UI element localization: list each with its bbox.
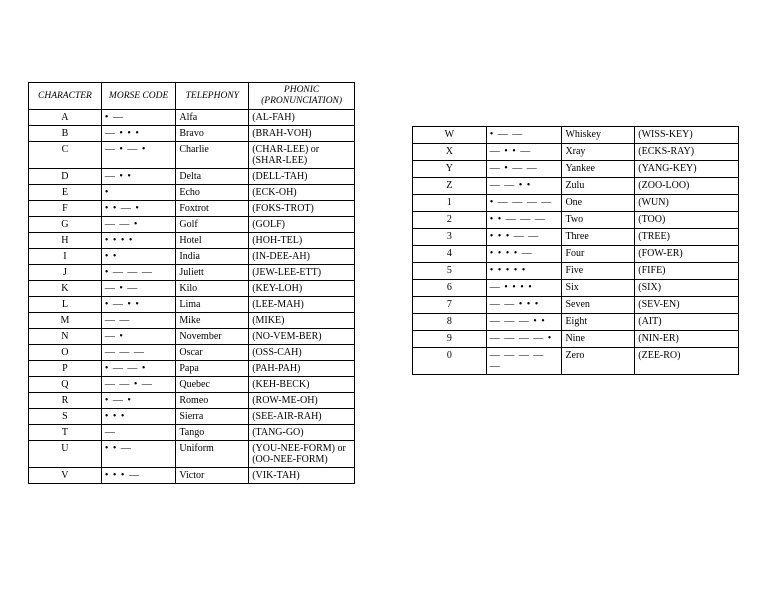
character-cell: G [29, 217, 102, 233]
telephony-cell: Mike [176, 313, 249, 329]
character-cell: I [29, 249, 102, 265]
telephony-cell: One [562, 195, 635, 212]
phonic-cell: (WUN) [635, 195, 739, 212]
morse-code-cell: • — — [486, 127, 562, 144]
morse-code-cell: — • — — [486, 161, 562, 178]
telephony-cell: Sierra [176, 409, 249, 425]
table-row [413, 127, 739, 144]
character-cell: P [29, 361, 102, 377]
telephony-cell: Oscar [176, 345, 249, 361]
telephony-cell: Victor [176, 468, 249, 484]
morse-code-cell: • — [101, 110, 176, 126]
telephony-cell: Romeo [176, 393, 249, 409]
character-cell: X [413, 144, 487, 161]
morse-code-cell: • — • [101, 393, 176, 409]
character-cell: U [29, 441, 102, 468]
table-row [413, 246, 739, 263]
character-cell: 7 [413, 297, 487, 314]
phonetic-table-right [412, 126, 739, 375]
telephony-cell: Tango [176, 425, 249, 441]
header-phonic: PHONIC (PRONUNCIATION) [249, 83, 355, 110]
phonic-cell: (ROW-ME-OH) [249, 393, 355, 409]
telephony-cell: Delta [176, 169, 249, 185]
table-row [413, 331, 739, 348]
phonic-cell: (ECKS-RAY) [635, 144, 739, 161]
table-row [413, 212, 739, 229]
morse-code-cell: • — — • [101, 361, 176, 377]
morse-code-cell: • • • — — [486, 229, 562, 246]
table-row [29, 409, 355, 425]
morse-code-cell: — • — [101, 281, 176, 297]
header-character: CHARACTER [29, 83, 102, 110]
phonic-cell: (LEE-MAH) [249, 297, 355, 313]
table-row [29, 345, 355, 361]
telephony-cell: India [176, 249, 249, 265]
right-table-body [413, 127, 739, 375]
telephony-cell: Bravo [176, 126, 249, 142]
morse-code-cell: — [101, 425, 176, 441]
phonic-cell: (TOO) [635, 212, 739, 229]
phonic-cell: (YOU-NEE-FORM) or (OO-NEE-FORM) [249, 441, 355, 468]
character-cell: H [29, 233, 102, 249]
morse-code-cell: • — — — [101, 265, 176, 281]
table-row [413, 161, 739, 178]
telephony-cell: Uniform [176, 441, 249, 468]
table-row [29, 441, 355, 468]
table-row [29, 377, 355, 393]
telephony-cell: Papa [176, 361, 249, 377]
telephony-cell: Juliett [176, 265, 249, 281]
table-row [29, 425, 355, 441]
telephony-cell: Whiskey [562, 127, 635, 144]
phonic-cell: (DELL-TAH) [249, 169, 355, 185]
table-row [413, 229, 739, 246]
morse-code-cell: • • • • • [486, 263, 562, 280]
table-row [29, 393, 355, 409]
telephony-cell: November [176, 329, 249, 345]
character-cell: F [29, 201, 102, 217]
phonic-cell: (BRAH-VOH) [249, 126, 355, 142]
table-row [413, 195, 739, 212]
morse-code-cell: • • • • — [486, 246, 562, 263]
morse-code-cell: — • — • [101, 142, 176, 169]
table-row [29, 361, 355, 377]
phonic-cell: (YANG-KEY) [635, 161, 739, 178]
character-cell: L [29, 297, 102, 313]
character-cell: 0 [413, 348, 487, 375]
character-cell: 5 [413, 263, 487, 280]
telephony-cell: Lima [176, 297, 249, 313]
character-cell: D [29, 169, 102, 185]
character-cell: 2 [413, 212, 487, 229]
phonic-cell: (HOH-TEL) [249, 233, 355, 249]
telephony-cell: Six [562, 280, 635, 297]
character-cell: 1 [413, 195, 487, 212]
phonic-cell: (JEW-LEE-ETT) [249, 265, 355, 281]
phonic-cell: (FIFE) [635, 263, 739, 280]
character-cell: R [29, 393, 102, 409]
morse-code-cell: • — • • [101, 297, 176, 313]
morse-code-cell: — — — — — [486, 348, 562, 375]
table-row [29, 468, 355, 484]
table-row [413, 144, 739, 161]
phonic-cell: (KEY-LOH) [249, 281, 355, 297]
table-row [413, 348, 739, 375]
character-cell: T [29, 425, 102, 441]
morse-code-cell: — — — • • [486, 314, 562, 331]
character-cell: Z [413, 178, 487, 195]
phonic-cell: (IN-DEE-AH) [249, 249, 355, 265]
character-cell: 8 [413, 314, 487, 331]
phonic-cell: (ZEE-RO) [635, 348, 739, 375]
phonic-cell: (KEH-BECK) [249, 377, 355, 393]
phonic-cell: (TANG-GO) [249, 425, 355, 441]
morse-code-cell: • • — [101, 441, 176, 468]
character-cell: Q [29, 377, 102, 393]
morse-code-cell: — • • [101, 169, 176, 185]
morse-code-cell: • • — • [101, 201, 176, 217]
telephony-cell: Eight [562, 314, 635, 331]
morse-code-cell: • • — — — [486, 212, 562, 229]
morse-code-cell: — — • — [101, 377, 176, 393]
phonic-cell: (AL-FAH) [249, 110, 355, 126]
phonic-cell: (TREE) [635, 229, 739, 246]
telephony-cell: Three [562, 229, 635, 246]
character-cell: Y [413, 161, 487, 178]
phonic-cell: (SEV-EN) [635, 297, 739, 314]
header-morse-code: MORSE CODE [101, 83, 176, 110]
morse-code-cell: — — • • • [486, 297, 562, 314]
telephony-cell: Zero [562, 348, 635, 375]
character-cell: 4 [413, 246, 487, 263]
telephony-cell: Golf [176, 217, 249, 233]
morse-code-cell: — — • [101, 217, 176, 233]
phonic-cell: (ECK-OH) [249, 185, 355, 201]
telephony-cell: Seven [562, 297, 635, 314]
morse-code-cell: — — [101, 313, 176, 329]
phonic-cell: (WISS-KEY) [635, 127, 739, 144]
morse-code-cell: • • [101, 249, 176, 265]
telephony-cell: Zulu [562, 178, 635, 195]
morse-code-cell: — — — — • [486, 331, 562, 348]
header-telephony: TELEPHONY [176, 83, 249, 110]
telephony-cell: Foxtrot [176, 201, 249, 217]
telephony-cell: Hotel [176, 233, 249, 249]
telephony-cell: Charlie [176, 142, 249, 169]
phonic-cell: (PAH-PAH) [249, 361, 355, 377]
phonic-cell: (CHAR-LEE) or (SHAR-LEE) [249, 142, 355, 169]
character-cell: 9 [413, 331, 487, 348]
table-row [413, 314, 739, 331]
character-cell: M [29, 313, 102, 329]
morse-code-cell: • • • • [101, 233, 176, 249]
phonic-cell: (SEE-AIR-RAH) [249, 409, 355, 425]
telephony-cell: Kilo [176, 281, 249, 297]
morse-code-cell: — • • — [486, 144, 562, 161]
morse-code-cell: • • • [101, 409, 176, 425]
character-cell: C [29, 142, 102, 169]
telephony-cell: Yankee [562, 161, 635, 178]
phonic-cell: (FOW-ER) [635, 246, 739, 263]
phonic-cell: (AIT) [635, 314, 739, 331]
phonic-cell: (OSS-CAH) [249, 345, 355, 361]
table-row [413, 178, 739, 195]
table-row [29, 329, 355, 345]
telephony-cell: Two [562, 212, 635, 229]
telephony-cell: Five [562, 263, 635, 280]
phonic-cell: (FOKS-TROT) [249, 201, 355, 217]
morse-code-cell: — — — [101, 345, 176, 361]
character-cell: E [29, 185, 102, 201]
phonic-cell: (NO-VEM-BER) [249, 329, 355, 345]
telephony-cell: Quebec [176, 377, 249, 393]
character-cell: J [29, 265, 102, 281]
table-row [413, 280, 739, 297]
phonic-cell: (VIK-TAH) [249, 468, 355, 484]
telephony-cell: Echo [176, 185, 249, 201]
character-cell: V [29, 468, 102, 484]
telephony-cell: Four [562, 246, 635, 263]
phonic-cell: (GOLF) [249, 217, 355, 233]
morse-code-cell: • • • — [101, 468, 176, 484]
morse-code-cell: — — • • [486, 178, 562, 195]
phonic-cell: (MIKE) [249, 313, 355, 329]
character-cell: B [29, 126, 102, 142]
morse-code-cell: — • • • [101, 126, 176, 142]
character-cell: K [29, 281, 102, 297]
morse-code-cell: — • • • • [486, 280, 562, 297]
phonic-cell: (SIX) [635, 280, 739, 297]
table-row [413, 297, 739, 314]
table-row [413, 263, 739, 280]
phonic-cell: (NIN-ER) [635, 331, 739, 348]
phonic-cell: (ZOO-LOO) [635, 178, 739, 195]
telephony-cell: Alfa [176, 110, 249, 126]
character-cell: W [413, 127, 487, 144]
character-cell: O [29, 345, 102, 361]
morse-code-cell: — • [101, 329, 176, 345]
character-cell: N [29, 329, 102, 345]
telephony-cell: Xray [562, 144, 635, 161]
character-cell: A [29, 110, 102, 126]
morse-code-cell: • [101, 185, 176, 201]
morse-code-cell: • — — — — [486, 195, 562, 212]
character-cell: 6 [413, 280, 487, 297]
telephony-cell: Nine [562, 331, 635, 348]
character-cell: S [29, 409, 102, 425]
character-cell: 3 [413, 229, 487, 246]
